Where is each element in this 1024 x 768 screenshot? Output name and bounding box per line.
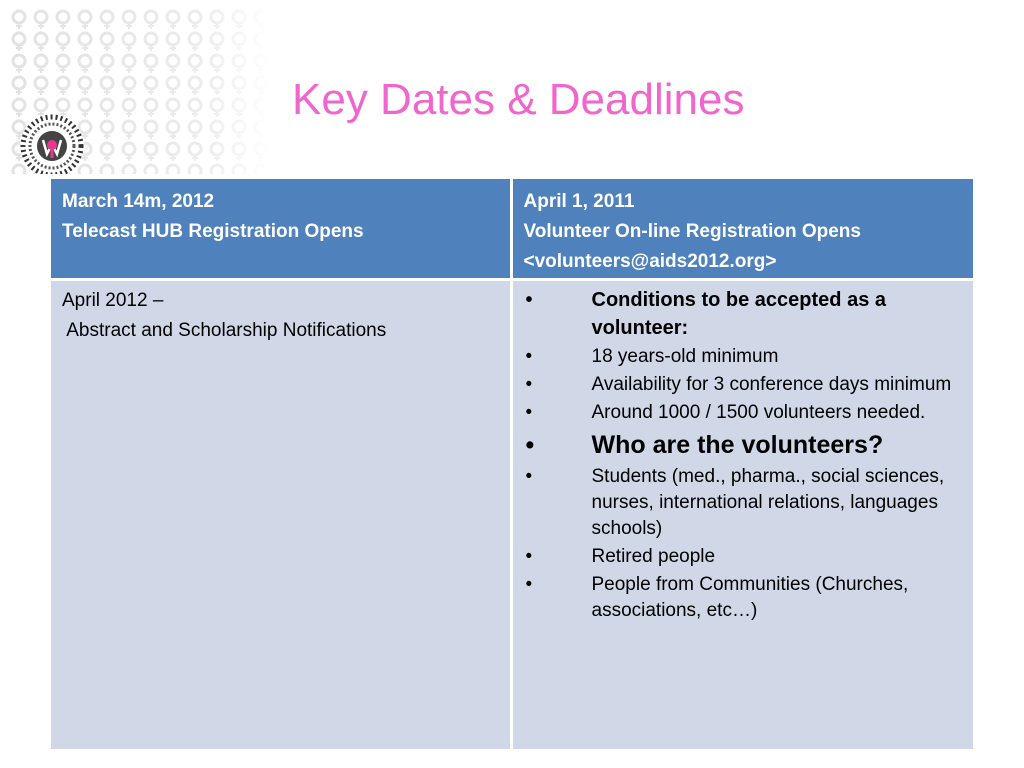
page-title: Key Dates & Deadlines [292, 75, 745, 124]
header-email: <volunteers@aids2012.org> [523, 251, 777, 272]
list-item-text: Conditions to be accepted as a volunteer: [591, 288, 887, 339]
table-header-cell [51, 179, 511, 279]
header-event: Telecast HUB Registration Opens [62, 221, 364, 242]
header-date: March 14m, 2012 [62, 191, 215, 212]
table-row [51, 279, 973, 749]
cell-date: April 2012 – [62, 289, 164, 311]
list-item-text: 18 years-old minimum [591, 345, 779, 367]
volunteer-conditions-list [524, 286, 963, 624]
list-item-text: Students (med., pharma., social sciences, nurses, international relations, languages schools) [591, 465, 945, 539]
bullet-icon: • [525, 288, 533, 311]
bullet-icon: • [525, 345, 533, 367]
cell-event: Abstract and Scholarship Notifications [62, 319, 387, 341]
list-item-text: Who are the volunteers? [591, 430, 884, 459]
list-item [524, 544, 963, 570]
list-item-text: Around 1000 / 1500 volunteers needed. [591, 401, 926, 423]
bullet-icon: • [525, 573, 533, 595]
list-item [524, 344, 963, 370]
table-header-row [51, 179, 973, 279]
bullet-icon: • [525, 545, 533, 567]
list-item [524, 286, 963, 342]
bullet-icon: • [525, 401, 533, 423]
table-cell [51, 279, 511, 749]
table-header-cell [511, 179, 973, 279]
bullet-icon: • [525, 373, 533, 395]
bullet-icon: • [525, 430, 535, 459]
list-item [524, 372, 963, 398]
list-item [524, 400, 963, 426]
table-cell [511, 279, 973, 749]
list-item [524, 572, 963, 624]
key-dates-table [51, 179, 973, 749]
header-date: April 1, 2011 [523, 191, 635, 212]
list-item-text: Retired people [591, 545, 716, 567]
header-event: Volunteer On-line Registration Opens [523, 221, 861, 242]
bullet-icon: • [525, 465, 533, 487]
list-item [524, 464, 963, 542]
list-item [524, 428, 963, 462]
list-item-text: People from Communities (Churches, associations, etc…) [591, 573, 909, 621]
decorative-pattern [8, 8, 270, 174]
list-item-text: Availability for 3 conference days minimum [591, 373, 952, 395]
